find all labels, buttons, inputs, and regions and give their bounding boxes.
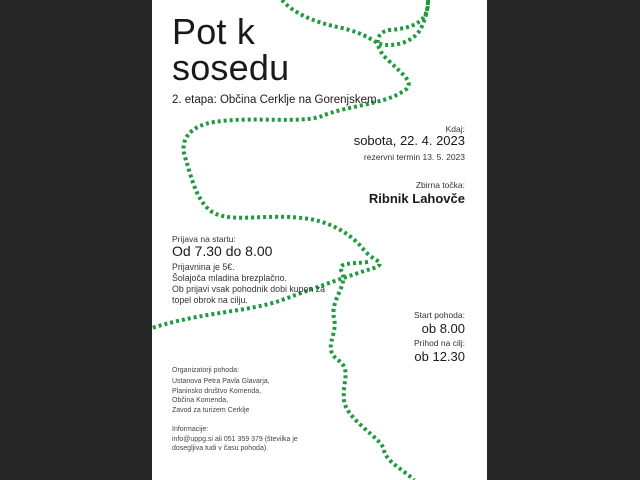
when-label: Kdaj: [445,124,465,134]
event-poster [152,0,487,480]
trail-lower-segment [331,262,414,480]
organizers-label: Organizatorji pohoda: [172,367,239,374]
registration-time: Od 7.30 do 8.00 [172,243,273,259]
poster-subtitle: 2. etapa: Občina Cerklje na Gorenjskem [172,94,377,106]
contact-info: info@uppg.si ali 051 359 379 (številka je dosegljiva tudi v času pohoda). [172,436,298,453]
poster-title [172,11,290,88]
registration-youth: Šolajoča mladina brezplačno. [172,273,287,283]
registration-notes [172,262,332,306]
event-date: sobota, 22. 4. 2023 [353,133,465,148]
registration-label: Prijava na startu: [172,234,236,244]
title-line-1: Pot k [172,11,256,52]
arrival-time: ob 12.30 [414,349,465,364]
organizer-item: Ustanova Petra Pavla Glavarja, [172,378,270,385]
organizer-item: Zavod za turizem Cerklje [172,406,250,414]
organizer-item: Planinsko društvo Komenda, [172,387,262,395]
start-label: Start pohoda: [413,310,465,320]
organizers-list [172,377,322,415]
registration-fee: Prijavnina je 5€. [172,262,235,272]
info-label: Informacije: [172,426,209,433]
meeting-point-label: Zbirna točka: [415,180,465,190]
reserve-date: rezervni termin 13. 5. 2023 [363,152,465,162]
registration-meal: Ob prijavi vsak pohodnik dobi kupon za topel obrok na cilju. [172,284,326,305]
organizer-item: Občina Komenda, [172,397,229,405]
meeting-point: Ribnik Lahovče [368,191,465,206]
arrival-label: Prihod na cilj: [413,338,465,348]
start-time: ob 8.00 [421,321,465,336]
trail-top-segment [282,0,428,45]
title-line-2: sosedu [172,47,290,88]
